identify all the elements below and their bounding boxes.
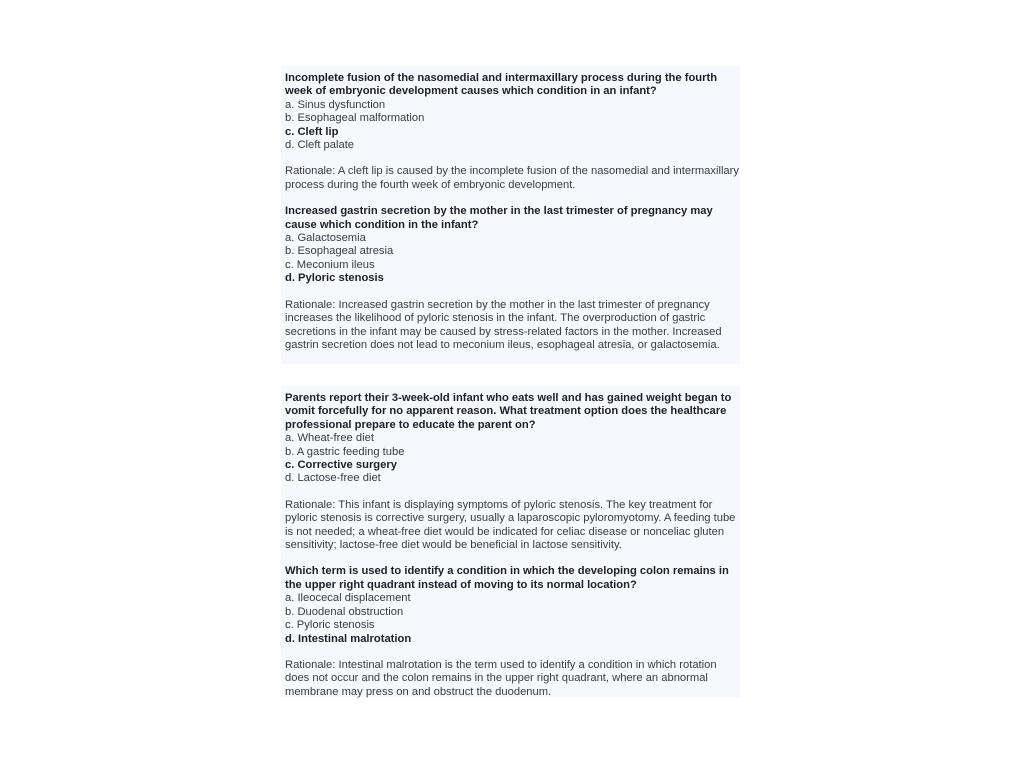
answer-option: b. Esophageal malformation bbox=[285, 112, 425, 125]
answer-option: a. Galactosemia bbox=[285, 232, 366, 245]
question-block-2 bbox=[281, 386, 740, 697]
answer-option: d. Lactose-free diet bbox=[285, 472, 381, 485]
correct-answer-option: c. Cleft lip bbox=[285, 125, 339, 138]
correct-answer-option: d. Intestinal malrotation bbox=[285, 632, 412, 645]
question-item bbox=[285, 392, 740, 552]
rationale-text: Rationale: Increased gastrin secretion by the mother in the last trimester of pregnancy increases the likelihood of pyloric stenosis in the infant. The overproduction of gastric secretions in the infant may be caused by stress-related factors in the mother. Increased gastrin secretion does not lead to meconium ileus, esophageal atresia, or galactosemia. bbox=[285, 298, 722, 351]
rationale-text: Rationale: This infant is displaying symptoms of pyloric stenosis. The key treatment for pyloric stenosis is corrective surgery, usually a laparoscopic pyloromyotomy. A feeding tube is not needed; a wheat-free diet would be indicated for celiac disease or nonceliac gluten sensitivity; lactose-free diet would be beneficial in lactose sensitivity. bbox=[285, 498, 736, 552]
question-prompt: Parents report their 3-week-old infant who eats well and has gained weight began to vomit forcefully for no apparent reason. What treatment option does the healthcare professional prepare to educate the parent on? bbox=[285, 392, 732, 431]
correct-answer-option: c. Corrective surgery bbox=[285, 459, 397, 472]
answer-option: a. Wheat-free diet bbox=[285, 432, 374, 445]
question-prompt: Increased gastrin secretion by the mother in the last trimester of pregnancy may cause which condition in the infant? bbox=[285, 205, 713, 231]
answer-option: c. Meconium ileus bbox=[285, 258, 375, 271]
answer-option: a. Sinus dysfunction bbox=[285, 98, 386, 111]
rationale-text: Rationale: A cleft lip is caused by the incomplete fusion of the nasomedial and intermaxillary process during the fourth week of embryonic development. bbox=[285, 165, 739, 191]
correct-answer-option: d. Pyloric stenosis bbox=[285, 272, 384, 285]
question-prompt: Incomplete fusion of the nasomedial and intermaxillary process during the fourth week of embryonic development causes which condition in an infant? bbox=[285, 72, 718, 98]
question-item bbox=[285, 565, 740, 699]
answer-option: b. Duodenal obstruction bbox=[285, 605, 404, 618]
answer-option: b. Esophageal atresia bbox=[285, 245, 394, 258]
answer-option: c. Pyloric stenosis bbox=[285, 619, 375, 632]
answer-option: d. Cleft palate bbox=[285, 139, 355, 152]
answer-option: a. Ileocecal displacement bbox=[285, 592, 411, 605]
question-prompt: Which term is used to identify a condition in which the developing colon remains in the upper right quadrant instead of moving to its normal location? bbox=[285, 565, 729, 591]
answer-option: b. A gastric feeding tube bbox=[285, 445, 405, 458]
rationale-text: Rationale: Intestinal malrotation is the term used to identify a condition in which rotation does not occur and the colon remains in the upper right quadrant, where an abnormal membrane may press on and obstruct the duodenum. bbox=[285, 658, 717, 698]
question-item bbox=[285, 205, 740, 352]
question-block-1 bbox=[281, 66, 740, 364]
question-item bbox=[285, 72, 740, 192]
